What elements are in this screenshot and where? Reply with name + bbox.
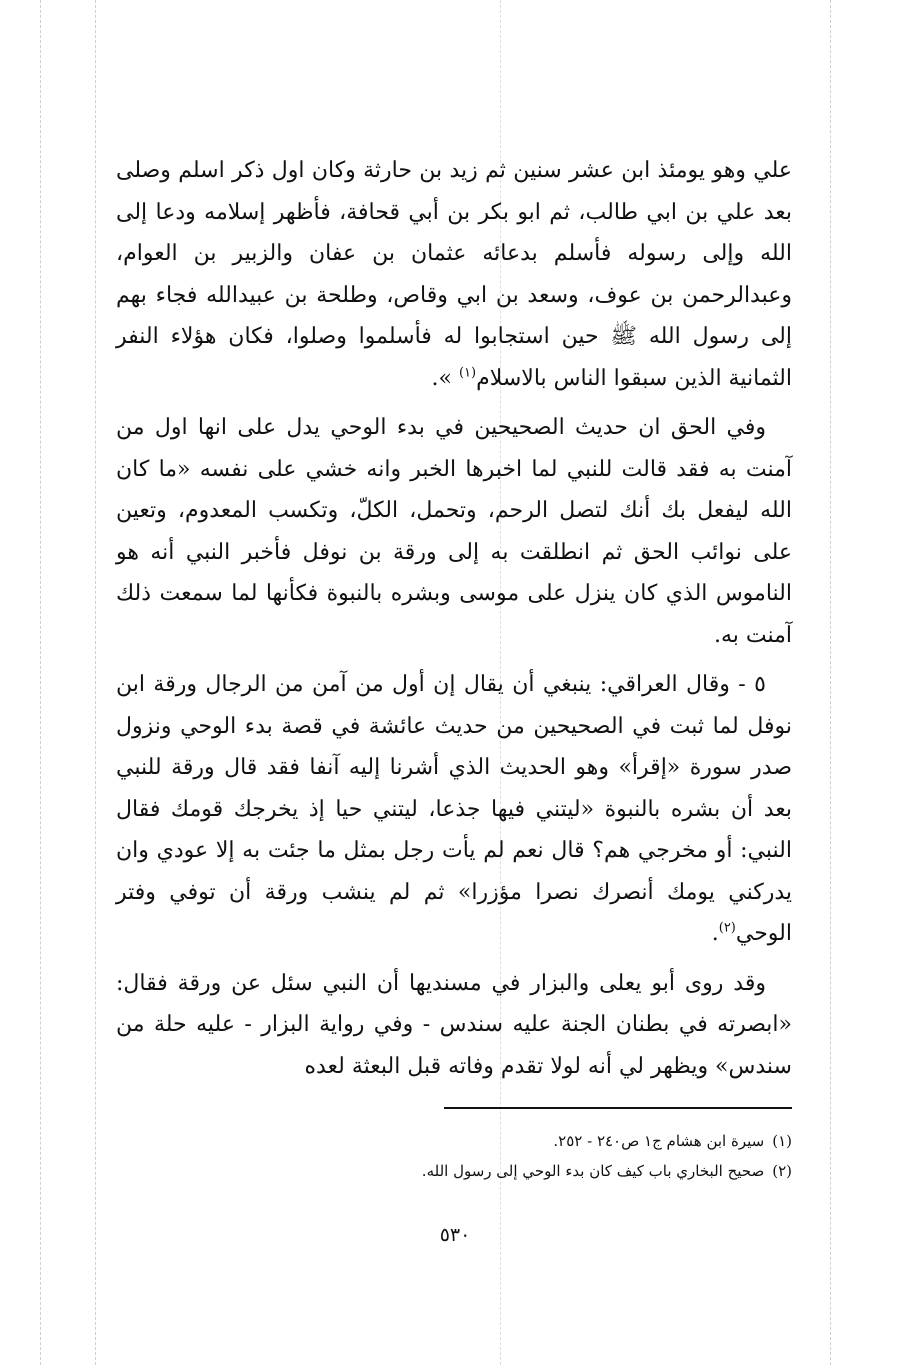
scan-guide-line [830, 0, 831, 1365]
footnotes [116, 1126, 792, 1186]
paragraph [116, 150, 792, 399]
footnote-number: (٢) [772, 1162, 792, 1180]
paragraph [116, 963, 792, 1088]
paragraph [116, 664, 792, 955]
paragraph-text: وفي الحق ان حديث الصحيحين في بدء الوحي يدل على انها اول من آمنت به فقد قالت للنبي لما اخبرها الخبر وانه خشي على نفسه «ما كان الله ليفعل بك أنك لتصل الرحم، وتحمل، الكلّ، وتكسب المعدوم، وتعين على نوائب الحق ثم انطلقت به إلى ورقة بن نوفل فأخبر النبي أنه هو الناموس الذي كان ينزل على موسى وبشره بالنبوة فكأنها لما سمعت ذلك آمنت به. [116, 415, 792, 648]
main-text [116, 150, 792, 1095]
footnote-number: (١) [772, 1132, 792, 1150]
page-number: ٥٣٠ [439, 1224, 471, 1246]
footnote-text: سيرة ابن هشام ج١ ص٢٤٠ - ٢٥٢. [553, 1132, 765, 1150]
paragraph [116, 407, 792, 656]
scan-guide-line [40, 0, 41, 1365]
paragraph-text: علي وهو يومئذ ابن عشر سنين ثم زيد بن حارثة وكان اول ذكر اسلم وصلى بعد علي بن ابي طالب، ثم ابو بكر بن أبي قحافة، فأظهر إسلامه ودعا إلى الله وإلى رسوله فأسلم بدعائه عثمان بن عفان والزبير بن العوام، وعبدالرحمن بن عوف، وسعد بن ابي وقاص، وطلحة بن عبيدالله فجاء بهم إلى رسول الله ﷺ حين استجابوا له فأسلموا وصلوا، فكان هؤلاء النفر الثمانية الذين سبقوا الناس بالاسلام [116, 158, 792, 391]
footnote-item [116, 1156, 792, 1186]
paragraph-text: ٥ - وقال العراقي: ينبغي أن يقال إن أول من آمن من الرجال ورقة ابن نوفل لما ثبت في الصحيحين من حديث عائشة في قصة بدء الوحي ونزول صدر سورة «إقرأ» وهو الحديث الذي أشرنا إليه آنفا فقد قال ورقة للنبي بعد أن بشره بالنبوة «ليتني فيها جذعا، ليتني حيا إذ يخرجك قومك فقال النبي: أو مخرجي هم؟ قال نعم لم يأت رجل بمثل ما جئت به إلا عودي وان يدركني يومك أنصرك نصرا مؤزرا» ثم لم ينشب ورقة أن توفي وفتر الوحي [116, 672, 792, 946]
footnote-divider [444, 1107, 792, 1109]
footnote-item [116, 1126, 792, 1156]
footnote-reference: (٢) [718, 920, 736, 936]
footnote-text: صحيح البخاري باب كيف كان بدء الوحي إلى رسول الله. [421, 1162, 765, 1180]
scan-guide-line [95, 0, 96, 1365]
footnote-reference: (١) [458, 365, 477, 381]
paragraph-tail: ». [431, 365, 459, 391]
paragraph-text: وقد روى أبو يعلى والبزار في مسنديها أن النبي سئل عن ورقة فقال: «ابصرته في بطنان الجنة عليه سندس - وفي رواية البزار - عليه حلة من سندس» ويظهر لي أنه لولا تقدم وفاته قبل البعثة لعده [116, 970, 792, 1079]
paragraph-tail: . [711, 921, 719, 946]
